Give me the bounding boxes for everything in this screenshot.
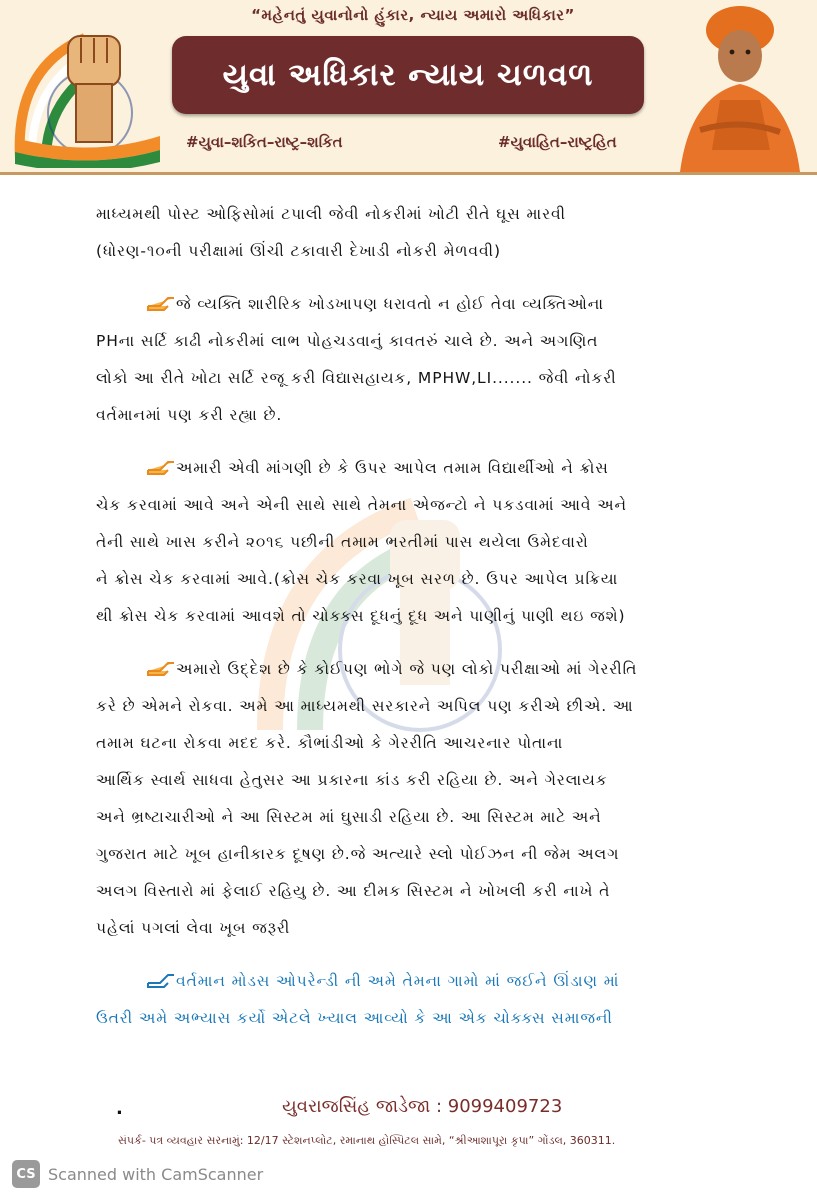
text-line: પહેલાં પગલાં લેવા ખૂબ જરૂરી: [96, 919, 291, 937]
text-line: PHના સર્ટિ કાઢી નોકરીમાં લાભ પોહચડવાનું કાવતરું ચાલે છે. અને અગણિત: [96, 332, 599, 350]
text-line: વર્તમાન મોડસ ઓપરેન્ડી ની અમે તેમના ગામો માં જઈને ઊંડાણ માં: [176, 972, 620, 990]
text-line: આર્થિક સ્વાર્થ સાધવા હેતુસર આ પ્રકારના કાંડ કરી રહિયા છે. અને ગેરલાયક: [96, 771, 608, 789]
contact-name-phone: યુવરાજસિંહ જાડેજા : 9099409723: [282, 1096, 563, 1117]
text-line: અમારી એવી માંગણી છે કે ઉપર આપેલ તમામ વિદ્યાર્થીઓ ને ક્રોસ: [176, 459, 609, 477]
vivekananda-portrait-icon: [660, 0, 817, 172]
raised-fist-logo-icon: [10, 8, 165, 168]
paragraph-fake-certificates: [96, 286, 736, 434]
header-slogan: “મહેનતું યુવાનોનો હુંકાર, ન્યાય અમારો અધિકાર”: [251, 6, 575, 24]
text-line: ને ક્રોસ ચેક કરવામાં આવે.(ક્રોસ ચેક કરવા ખૂબ સરળ છે. ઉપર આપેલ પ્રક્રિયા: [96, 570, 619, 588]
text-line: તેની સાથે ખાસ કરીને ૨૦૧૬ પછીની તમામ ભરતીમાં પાસ થયેલા ઉમેદવારો: [96, 533, 589, 551]
camscanner-watermark: [12, 1160, 263, 1188]
text-line: માધ્યમથી પોસ્ટ ઓફિસોમાં ટપાલી જેવી નોકરીમાં ખોટી રીતે ઘૂસ મારવી: [96, 205, 567, 223]
footer-dot: .: [116, 1098, 123, 1119]
hashtag-youth-welfare: #યુવાહિત–રાષ્ટ્રહિત: [498, 133, 617, 151]
page-title: યુવા અધિકાર ન્યાય ચળવળ: [222, 56, 594, 93]
camscanner-text: Scanned with CamScanner: [48, 1164, 264, 1184]
letterhead-header: [0, 0, 817, 175]
text-line: (ધોરણ-૧૦ની પરીક્ષામાં ઊંચી ટકાવારી દેખાડી નોકરી મેળવવી): [96, 242, 501, 260]
text-line: થી ક્રોસ ચેક કરવામાં આવશે તો ચોક્ક્સ દૂધનું દૂધ અને પાણીનું પાણી થઇ જશે): [96, 607, 626, 625]
text-line: અને ભ્રષ્ટાચારીઓ ને આ સિસ્ટમ માં ઘુસાડી રહિયા છે. આ સિસ્ટમ માટે અને: [96, 808, 602, 826]
paragraph-intro: [96, 196, 736, 270]
paragraph-objective: [96, 651, 736, 947]
camscanner-logo-icon: CS: [12, 1160, 40, 1188]
text-line: અમારો ઉદ્દેશ છે કે કોઈપણ ભોગે જે પણ લોકો પરીક્ષાઓ માં ગેરરીતિ: [176, 660, 638, 678]
pointing-hand-outline-icon: [146, 971, 176, 989]
paragraph-demand-cross-check: [96, 450, 736, 635]
text-line: કરે છે એમને રોકવા. અમે આ માધ્યમથી સરકારને અપિલ પણ કરીએ છીએ. આ: [96, 697, 634, 715]
hashtag-youth-power: #યુવા–શકિત–રાષ્ટ્ર–શકિત: [186, 133, 343, 151]
text-line: તમામ ઘટના રોકવા મદદ કરે. કૌભાંડીઓ કે ગેરરીતિ આચરનાર પોતાના: [96, 734, 564, 752]
text-line: વર્તમાનમાં પણ કરી રહ્યા છે.: [96, 406, 283, 424]
text-line: અલગ વિસ્તારો માં ફેલાઈ રહિયુ છે. આ દીમક સિસ્ટમ ને ખોખલી કરી નાખે તે: [96, 882, 611, 900]
postal-address: સંપર્ક- પત્ર વ્યવહાર સરનામું: 12/17 સ્ટેશનપ્લોટ, રમાનાથ હોસ્પિટલ સામે, “શ્રીઆશાપૂરા કૃપા” ગોંડલ, 360311.: [118, 1134, 616, 1147]
text-line: ઉતરી અમે અભ્યાસ કર્યો એટલે ખ્યાલ આવ્યો કે આ એક ચોક્ક્સ સમાજની: [96, 1009, 613, 1027]
title-banner: [172, 36, 644, 114]
paragraph-modus-operandi: [96, 963, 736, 1037]
text-line: ચેક કરવામાં આવે અને એની સાથે સાથે તેમના એજન્ટો ને પકડવામાં આવે અને: [96, 496, 627, 514]
letter-body: [96, 196, 736, 1053]
text-line: લોકો આ રીતે ખોટા સર્ટિ રજૂ કરી વિદ્યાસહાયક, MPHW,LI....... જેવી નોકરી: [96, 369, 617, 387]
text-line: ગુજરાત માટે ખૂબ હાનીકારક દૂષણ છે.જે અત્યારે સ્લો પોઈઝન ની જેમ અલગ: [96, 845, 620, 863]
pointing-hand-icon: [146, 659, 176, 677]
pointing-hand-icon: [146, 458, 176, 476]
pointing-hand-icon: [146, 294, 176, 312]
text-line: જે વ્યક્તિ શારીરિક ખોડખાપણ ધરાવતો ન હોઈ તેવા વ્યક્તિઓના: [176, 295, 604, 313]
